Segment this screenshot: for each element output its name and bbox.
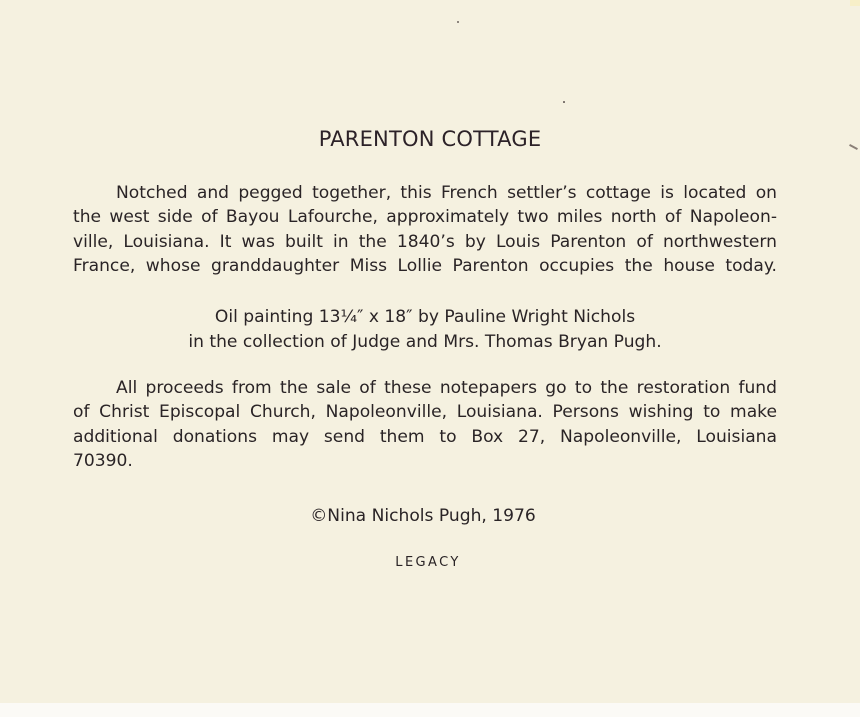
paragraph-line: of Christ Episcopal Church, Napoleonville, Louisiana. Persons wishing to make	[73, 402, 777, 423]
history-paragraph	[73, 181, 777, 278]
paragraph-line: All proceeds from the sale of these notepapers go to the restoration fund	[116, 378, 777, 398]
painting-credit-line: in the collection of Judge and Mrs. Thomas Bryan Pugh.	[188, 332, 662, 352]
paragraph-line: Notched and pegged together, this French settler’s cottage is located on	[116, 183, 777, 203]
painting-credit-line: Oil painting 13¼″ x 18″ by Pauline Wright Nichols	[214, 307, 636, 327]
proceeds-paragraph	[73, 376, 777, 473]
paragraph-line: France, whose granddaughter Miss Lollie Parenton occupies the house today.	[73, 255, 777, 276]
paragraph-line: additional donations may send them to Box 27, Napoleonville, Louisiana	[73, 426, 777, 447]
paper-speck	[563, 101, 565, 103]
copyright-notice: ©Nina Nichols Pugh, 1976	[310, 506, 536, 526]
scan-bottom-edge	[0, 703, 860, 717]
publisher-imprint: LEGACY	[395, 555, 461, 570]
document-title: PARENTON COTTAGE	[318, 127, 542, 151]
painting-credit	[0, 305, 850, 355]
paragraph-line: ville, Louisiana. It was built in the 1840’s by Louis Parenton of northwestern	[73, 231, 777, 252]
paragraph-line: 70390.	[73, 450, 133, 471]
paragraph-line: the west side of Bayou Lafourche, approximately two miles north of Napoleon-	[73, 207, 777, 228]
paper-speck	[457, 21, 459, 23]
corner-discoloration	[850, 0, 860, 6]
